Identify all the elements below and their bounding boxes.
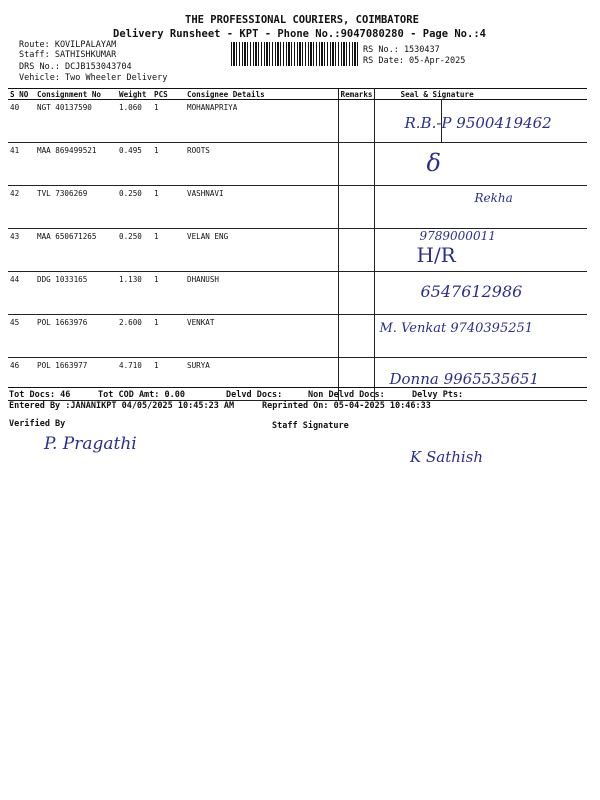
sno: 40 [8, 100, 35, 143]
weight: 2.600 [117, 315, 152, 358]
pcs: 1 [152, 143, 185, 186]
signature-cell [374, 315, 587, 358]
consignment-no: POL 1663976 [35, 315, 117, 358]
handwritten-signature: 9789000011 [419, 229, 496, 243]
staff-signature-label: Staff Signature [272, 421, 349, 431]
signature-cell [374, 229, 587, 272]
handwritten-signature: δ [426, 149, 441, 177]
rs-date: RS Date: 05-Apr-2025 [363, 56, 466, 66]
consignee: ROOTS [185, 143, 338, 186]
handwritten-signature: 6547612986 [420, 282, 523, 301]
consignment-no: NGT 40137590 [35, 100, 117, 143]
pcs: 1 [152, 358, 185, 401]
reprinted-on: Reprinted On: 05-04-2025 10:46:33 [262, 401, 431, 411]
col-consignment: Consignment No [35, 89, 117, 100]
runsheet-table [8, 88, 587, 401]
staff-signature: K Sathish [410, 448, 484, 466]
remarks [338, 186, 374, 229]
table-row [8, 143, 587, 186]
non-delivered-docs: Non Delvd Docs: [308, 390, 385, 400]
consignee: MOHANAPRIYA [185, 100, 338, 143]
route: Route: KOVILPALAYAM [19, 40, 117, 50]
remarks [338, 272, 374, 315]
pcs: 1 [152, 315, 185, 358]
table-row [8, 272, 587, 315]
consignment-no: TVL 7306269 [35, 186, 117, 229]
sno: 42 [8, 186, 35, 229]
col-pcs: PCS [152, 89, 185, 100]
weight: 0.250 [117, 186, 152, 229]
sno: 45 [8, 315, 35, 358]
weight: 1.130 [117, 272, 152, 315]
rs-number: RS No.: 1530437 [363, 45, 440, 55]
signature-cell [374, 272, 587, 315]
pcs: 1 [152, 100, 185, 143]
table-row [8, 315, 587, 358]
remarks [338, 315, 374, 358]
total-docs: Tot Docs: 46 [9, 390, 71, 400]
vehicle: Vehicle: Two Wheeler Delivery [19, 73, 168, 83]
handwritten-signature: R.B.-P 9500419462 [404, 114, 552, 132]
drs-number: DRS No.: DCJB153043704 [19, 62, 132, 72]
col-remarks: Remarks [338, 89, 374, 100]
consignment-no: MAA 869499521 [35, 143, 117, 186]
signature-cell [374, 143, 587, 186]
runsheet-title: Delivery Runsheet - KPT - Phone No.:9047080280 - Page No.:4 [113, 28, 486, 40]
table-row [8, 186, 587, 229]
pcs: 1 [152, 229, 185, 272]
remarks [338, 143, 374, 186]
verified-by-signature: P. Pragathi [44, 434, 137, 454]
handwritten-signature: M. Venkat 9740395251 [379, 321, 534, 336]
barcode [231, 42, 359, 66]
entered-by: Entered By :JANANIKPT 04/05/2025 10:45:23 AM [9, 401, 235, 411]
delivery-points: Delvy Pts: [412, 390, 464, 400]
table-row [8, 358, 587, 401]
handwritten-signature: Rekha [474, 191, 513, 205]
sno: 44 [8, 272, 35, 315]
consignment-no: MAA 650671265 [35, 229, 117, 272]
weight: 0.495 [117, 143, 152, 186]
consignee: VENKAT [185, 315, 338, 358]
handwritten-signature: Donna 9965535651 [389, 370, 540, 388]
col-sno: S NO [8, 89, 35, 100]
consignee: VELAN ENG [185, 229, 338, 272]
col-seal-signature: Seal & Signature [374, 89, 587, 100]
staff: Staff: SATHISHKUMAR [19, 50, 117, 60]
col-weight: Weight [117, 89, 152, 100]
pcs: 1 [152, 186, 185, 229]
weight: 1.060 [117, 100, 152, 143]
consignee: SURYA [185, 358, 338, 401]
sno: 41 [8, 143, 35, 186]
col-consignee: Consignee Details [185, 89, 338, 100]
signature-cell [374, 186, 587, 229]
consignee: VASHNAVI [185, 186, 338, 229]
consignee: DHANUSH [185, 272, 338, 315]
handwritten-signature: H/R [416, 243, 456, 267]
company-title: THE PROFESSIONAL COURIERS, COIMBATORE [185, 14, 419, 26]
table-row [8, 100, 587, 143]
sno: 46 [8, 358, 35, 401]
signature-cell [374, 358, 587, 401]
signature-cell [374, 100, 587, 143]
remarks [338, 229, 374, 272]
total-cod-amount: Tot COD Amt: 0.00 [98, 390, 185, 400]
table-header-row [8, 89, 587, 100]
consignment-no: POL 1663977 [35, 358, 117, 401]
weight: 4.710 [117, 358, 152, 401]
footer-rule [8, 387, 587, 388]
pcs: 1 [152, 272, 185, 315]
remarks [338, 100, 374, 143]
sno: 43 [8, 229, 35, 272]
table-row [8, 229, 587, 272]
verified-by-label: Verified By [9, 419, 66, 429]
delivered-docs: Delvd Docs: [226, 390, 283, 400]
weight: 0.250 [117, 229, 152, 272]
consignment-no: DDG 1033165 [35, 272, 117, 315]
